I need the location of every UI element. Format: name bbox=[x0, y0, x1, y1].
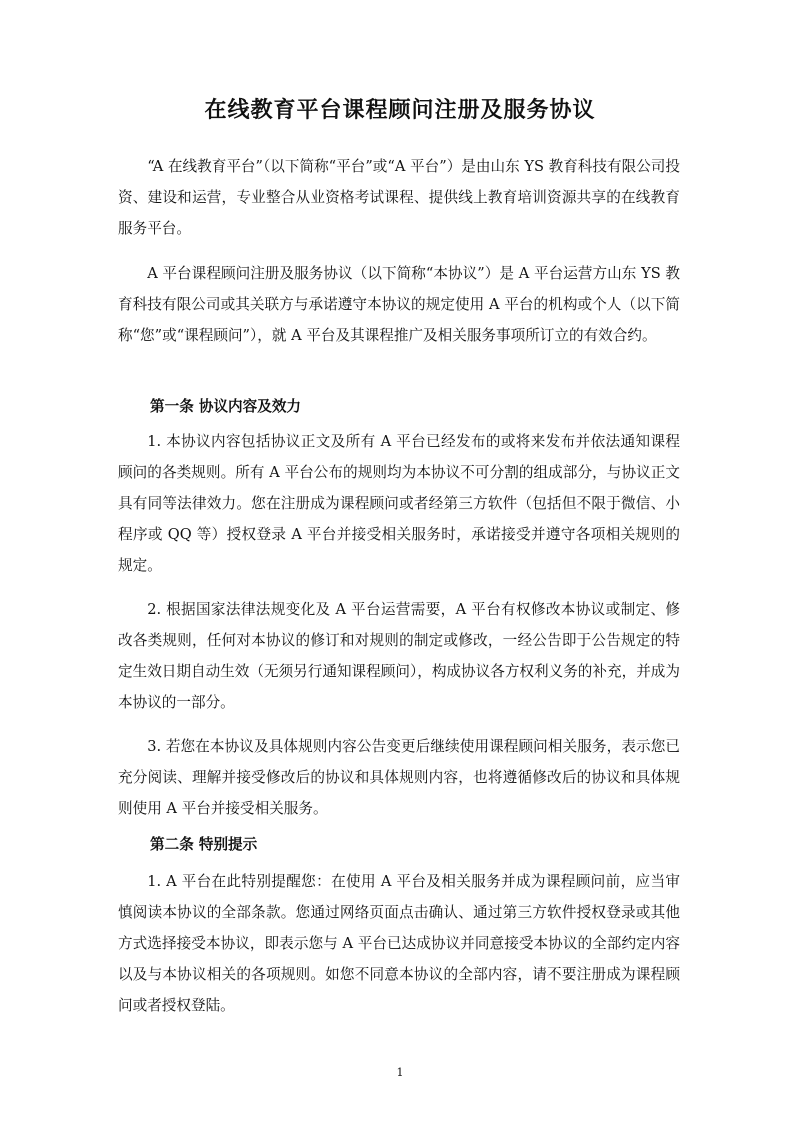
document-title: 在线教育平台课程顾问注册及服务协议 bbox=[204, 98, 596, 123]
section-2-heading: 第二条 特别提示 bbox=[150, 836, 258, 853]
section-2-paragraph-1: 1. A 平台在此特别提醒您：在使用 A 平台及相关服务并成为课程顾问前，应当审慎阅读本协议的全部条款。您通过网络页面点击确认、通过第三方软件授权登录或其他方式选择接受本协议，即表示您与 A 平台已达成协议并同意接受本协议的全部约定内容以及与本协议相关的各项规则。如您不同意本协议的全部内容，请不要注册成为课程顾问或者授权登陆。 bbox=[118, 873, 680, 1014]
section-1-heading: 第一条 协议内容及效力 bbox=[150, 398, 302, 415]
page-number: 1 bbox=[396, 1066, 404, 1079]
intro-paragraph-1: “A 在线教育平台”（以下简称“平台”或“A 平台”）是由山东 YS 教育科技有限公司投资、建设和运营，专业整合从业资格考试课程、提供线上教育培训资源共享的在线教育服务平台。 bbox=[118, 158, 680, 237]
section-1-paragraph-2: 2. 根据国家法律法规变化及 A 平台运营需要，A 平台有权修改本协议或制定、修改各类规则，任何对本协议的修订和对规则的制定或修改，一经公告即于公告规定的特定生效日期自动生效（无须另行通知课程顾问），构成协议各方权利义务的补充，并成为本协议的一部分。 bbox=[118, 601, 680, 711]
section-1-paragraph-3: 3. 若您在本协议及具体规则内容公告变更后继续使用课程顾问相关服务，表示您已充分阅读、理解并接受修改后的协议和具体规则内容，也将遵循修改后的协议和具体规则使用 A 平台并接受相关服务。 bbox=[118, 738, 680, 817]
intro-paragraph-2: A 平台课程顾问注册及服务协议（以下简称“本协议”）是 A 平台运营方山东 YS 教育科技有限公司或其关联方与承诺遵守本协议的规定使用 A 平台的机构或个人（以下简称“您”或“课程顾问”），就 A 平台及其课程推广及相关服务事项所订立的有效合约。 bbox=[118, 265, 680, 344]
section-1-paragraph-1: 1. 本协议内容包括协议正文及所有 A 平台已经发布的或将来发布并依法通知课程顾问的各类规则。所有 A 平台公布的规则均为本协议不可分割的组成部分，与协议正文具有同等法律效力。您在注册成为课程顾问或者经第三方软件（包括但不限于微信、小程序或 QQ 等）授权登录 A 平台并接受相关服务时，承诺接受并遵守各项相关规则的规定。 bbox=[118, 433, 680, 574]
